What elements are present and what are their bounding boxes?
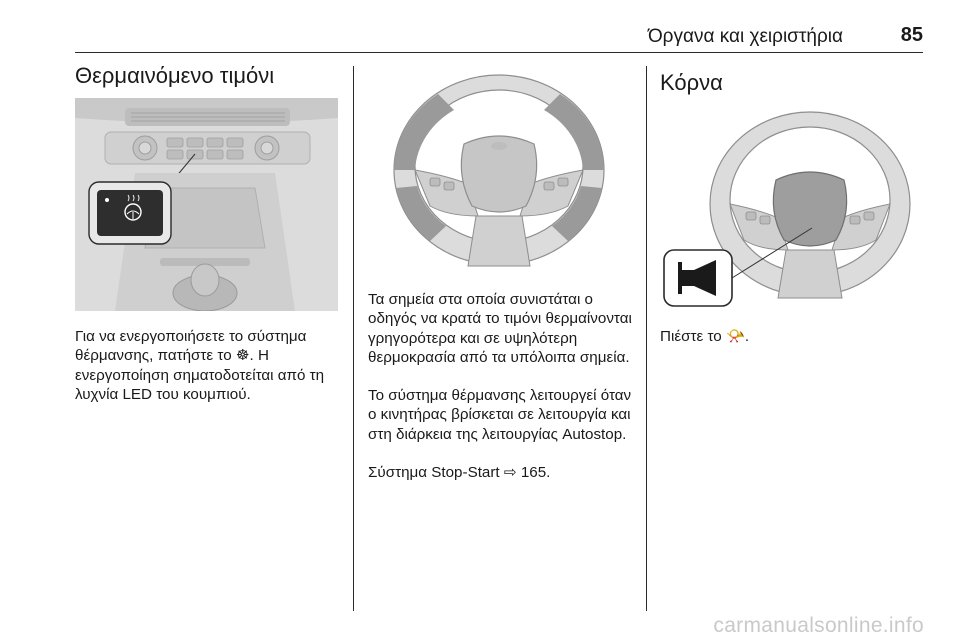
page-number: 85 — [900, 24, 923, 46]
heated-steering-wheel-illustration — [368, 66, 631, 279]
center-console-illustration — [75, 98, 338, 311]
heated-steering-wheel-icon: ☸ — [235, 346, 250, 365]
heating-operation-paragraph: Το σύστημα θέρμανσης λειτουργεί όταν ο κινητήρας βρίσκεται σε λειτουργία και στη διάρκεια της λειτουργίας Autostop. — [368, 387, 632, 443]
column-divider-right — [646, 66, 647, 611]
watermark: carmanualsonline.info — [713, 614, 924, 637]
column-divider-left — [353, 66, 354, 611]
header-title: Όργανα και χειριστήρια — [647, 26, 843, 47]
heated-steering-heading: Θερμαινόμενο τιμόνι — [75, 63, 275, 88]
page-reference-arrow-icon: ⇨ — [503, 463, 517, 481]
horn-instruction: Πιέστε το 📯. — [660, 327, 750, 345]
horn-steering-wheel-illustration — [660, 100, 923, 313]
horn-heading: Κόρνα — [660, 70, 723, 95]
heated-zones-paragraph: Τα σημεία στα οποία συνιστάται ο οδηγός να κρατά το τιμόνι θερμαίνονται γρηγορότερα και σε υψηλότερη θερμοκρασία από τα υπόλοιπα σημεία. — [368, 291, 632, 366]
horn-icon: 📯 — [725, 327, 745, 345]
page-header — [75, 22, 923, 53]
heated-steering-instructions: Για να ενεργοποιήσετε το σύστημα θέρμανσης, πατήστε το ☸. Η ενεργοποίηση σηματοδοτείται από τη λυχνία LED του κουμπιού. — [75, 328, 325, 403]
stop-start-reference: Σύστημα Stop-Start ⇨ 165. — [368, 463, 551, 481]
